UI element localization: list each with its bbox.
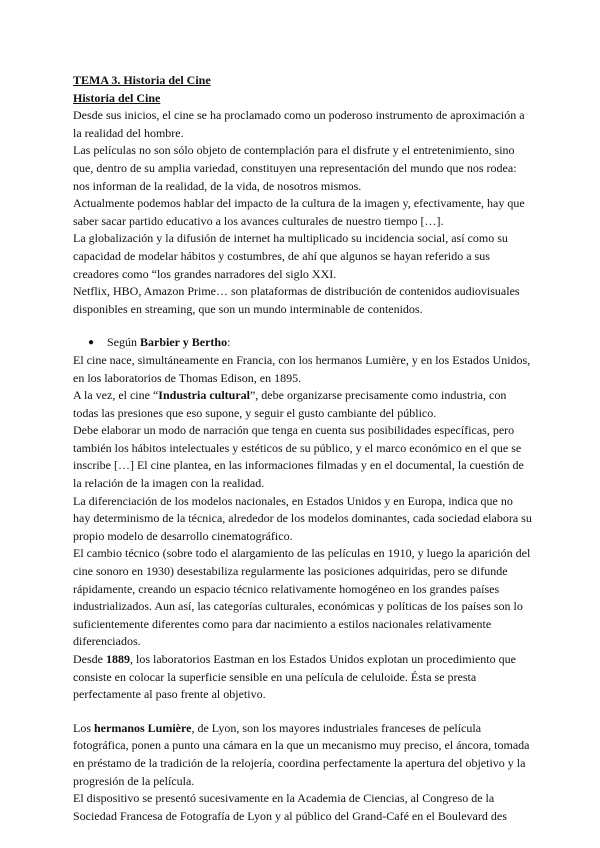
bullet-item	[73, 334, 533, 352]
document-body	[73, 72, 533, 825]
text-run: Desde	[73, 652, 106, 666]
intro-paragraph: Las películas no son sólo objeto de contemplación para el disfrute y el entretenimiento, sino que, dentro de su amplia variedad, constituyen una representación del mundo que nos rodea: nos informan de la realidad, de la vida, de nosotros mismos.	[73, 143, 517, 193]
body-paragraph: Debe elaborar un modo de narración que tenga en cuenta sus posibilidades específicas, pero también los hábitos intelectuales y estéticos de su público, y el marco económico en el que se inscribe […] El cine plantea, en las informaciones filmadas y en el documental, la cuestión de la relación de la imagen con la realidad.	[73, 423, 524, 491]
bullet-bold-authors: Barbier y Bertho	[140, 335, 228, 350]
intro-paragraph: Netflix, HBO, Amazon Prime… son plataformas de distribución de contenidos audiovisuales disponibles en streaming, que son un mundo interminable de contenidos.	[73, 284, 520, 316]
intro-paragraph: Desde sus inicios, el cine se ha proclamado como un poderoso instrumento de aproximación a la realidad del hombre.	[73, 108, 525, 140]
body-paragraph	[73, 720, 533, 790]
text-run: A la vez, el cine “	[73, 388, 159, 403]
bullet-suffix: :	[227, 335, 231, 350]
body-paragraph: El dispositivo se presentó sucesivamente en la Academia de Ciencias, al Congreso de la Sociedad Francesa de Fotografía de Lyon y al público del Grand-Café en el Boulevard des	[73, 791, 507, 823]
bold-term: 1889	[106, 652, 130, 666]
document-title: TEMA 3. Historia del Cine	[73, 73, 211, 87]
section-heading: Historia del Cine	[73, 90, 161, 105]
text-run: ”, debe organizarse precisamente como industria, con todas las presiones que eso supone, y seguir el gusto cambiante del público.	[73, 388, 507, 420]
bullet-prefix: Según	[107, 335, 140, 350]
body-paragraph: El cine nace, simultáneamente en Francia, con los hermanos Lumière, y en los Estados Unidos, en los laboratorios de Thomas Edison, en 1895.	[73, 352, 531, 385]
body-paragraph	[73, 387, 533, 422]
bold-term: Industria cultural	[158, 388, 250, 403]
body-paragraph: La diferenciación de los modelos nacionales, en Estados Unidos y en Europa, indica que no hay determinismo de la técnica, alrededor de los modelos dominantes, cada sociedad elabora su propio modelo de desarrollo cinematográfico.	[73, 493, 532, 543]
text-run: , de Lyon, son los mayores industriales franceses de película fotográfica, ponen a punto una cámara en la que un mecanismo muy preciso, el áncora, tomada en préstamo de la tradición de la relojería, coordina perfectamente la apertura del objetivo y la progresión de la película.	[73, 720, 530, 788]
bullet-marker-icon: ●	[88, 337, 95, 349]
body-paragraph	[73, 651, 533, 704]
body-paragraph: El cambio técnico (sobre todo el alargamiento de las películas en 1910, y luego la aparición del cine sonoro en 1930) desestabiliza regularmente las posiciones adquiridas, pero se difunde rápidamente, creando un espacio técnico relativamente homogéneo en los grandes países industrializados. Aun así, las categorías culturales, económicas y políticas de los países son lo suficientemente diferentes como para dar nacimiento a estilos nacionales relativamente diferenciados.	[73, 546, 531, 649]
text-run: , los laboratorios Eastman en los Estados Unidos explotan un procedimiento que consiste en colocar la superficie sensible en una película de celuloide. Ésta se presta perfectamente al paso frente al objetivo.	[73, 652, 516, 702]
text-run: Los	[73, 720, 94, 735]
bold-term: hermanos Lumière	[94, 720, 192, 735]
intro-paragraph: La globalización y la difusión de internet ha multiplicado su incidencia social, así como su capacidad de modelar hábitos y costumbres, de ahí que algunos se hayan referido a sus creadores como “los grandes narradores del siglo XXI.	[73, 231, 508, 281]
intro-paragraph: Actualmente podemos hablar del impacto de la cultura de la imagen y, efectivamente, hay que saber sacar partido educativo a los avances culturales de nuestro tiempo […].	[73, 196, 525, 228]
